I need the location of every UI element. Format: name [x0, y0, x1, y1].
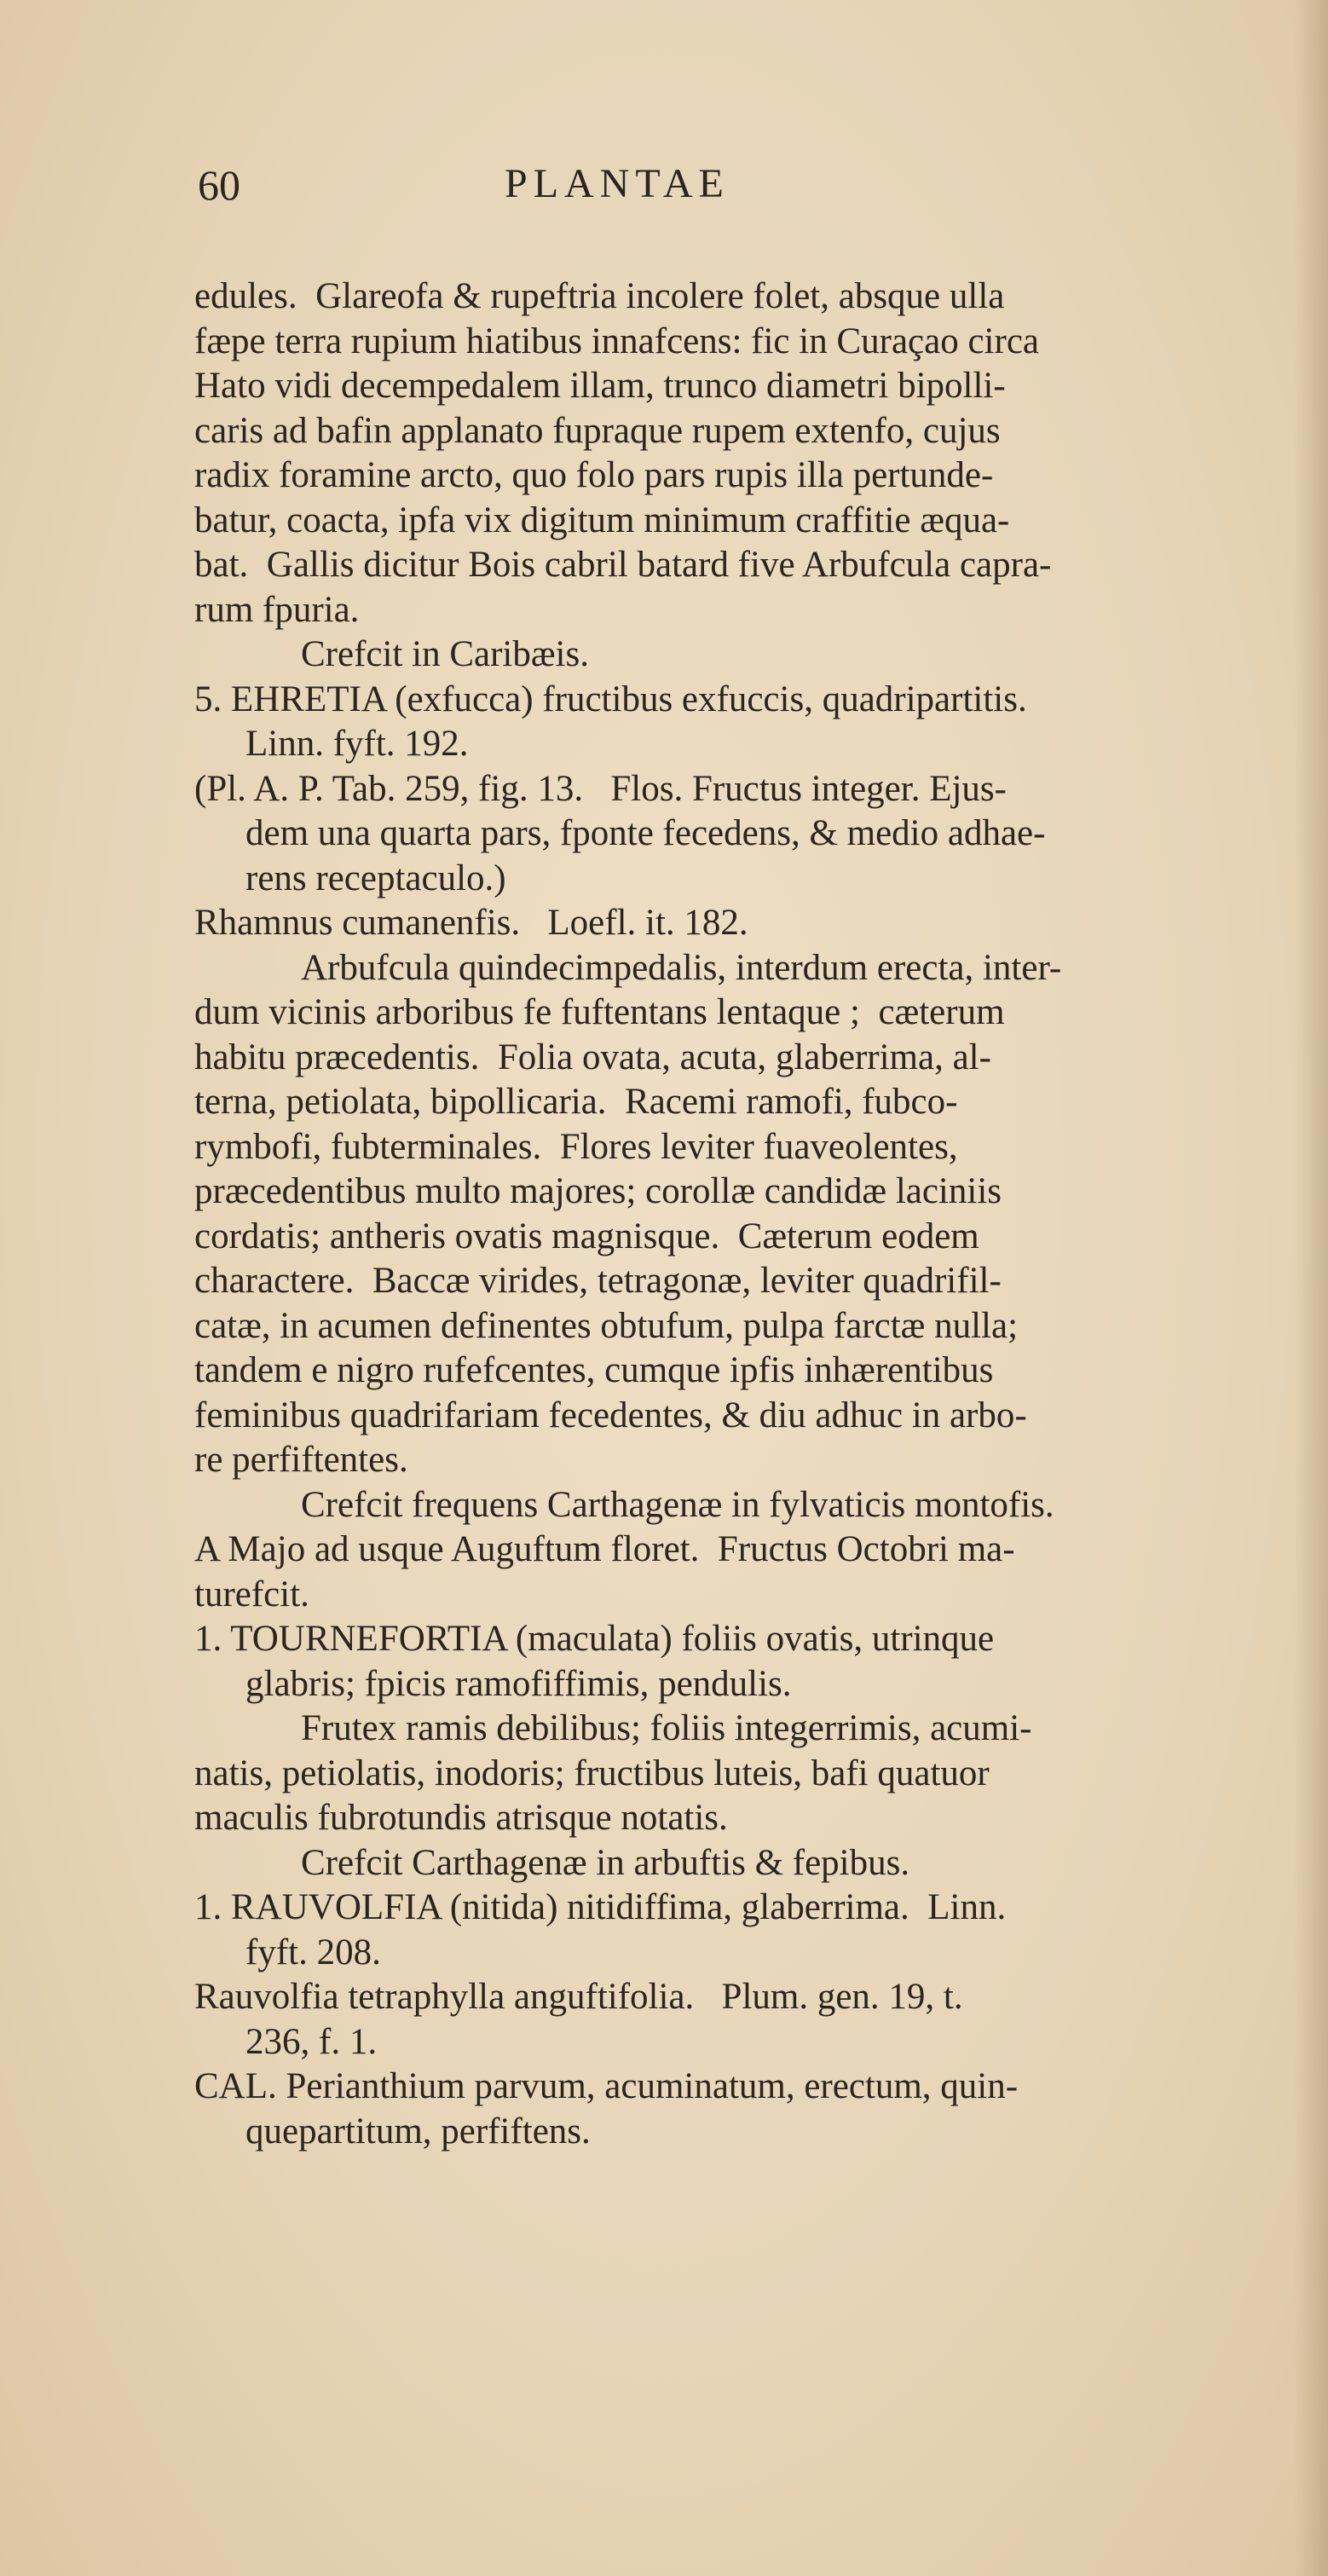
- text-line: natis, petiolatis, inodoris; fructibus luteis, bafi quatuor: [194, 1753, 990, 1793]
- text-line: habitu præcedentis. Folia ovata, acuta, glaberrima, al-: [194, 1037, 991, 1077]
- text-line: turefcit.: [194, 1574, 309, 1614]
- text-line: edules. Glareofa & rupeftria incolere folet, absque ulla: [194, 276, 1005, 316]
- text-line: dum vicinis arboribus fe fuftentans lentaque ; cæterum: [194, 992, 1005, 1032]
- text-line: fæpe terra rupium hiatibus innafcens: fic in Curaçao circa: [194, 321, 1039, 361]
- text-line: CAL. Perianthium parvum, acuminatum, erectum, quin-: [194, 2066, 1019, 2106]
- text-line: quepartitum, perfiftens.: [245, 2111, 591, 2151]
- text-line: rymbofi, fubterminales. Flores leviter fuaveolentes,: [194, 1126, 958, 1167]
- page-number: 60: [198, 161, 240, 209]
- text-line: Hato vidi decempedalem illam, trunco diametri bipolli-: [194, 366, 1006, 406]
- species-heading: 1. RAUVOLFIA (nitida) nitidiffima, glaberrima. Linn.: [194, 1887, 1007, 1927]
- text-line: cordatis; antheris ovatis magnisque. Cæterum eodem: [194, 1216, 979, 1256]
- species-heading: 1. TOURNEFORTIA (maculata) foliis ovatis, utrinque: [194, 1619, 995, 1659]
- text-line: Crefcit Carthagenæ in arbuftis & fepibus.: [301, 1842, 910, 1883]
- text-line: Crefcit in Caribæis.: [301, 634, 589, 674]
- text-line: dem una quarta pars, fponte fecedens, & medio adhae-: [245, 813, 1046, 853]
- text-line: catæ, in acumen definentes obtufum, pulpa farctæ nulla;: [194, 1305, 1019, 1346]
- text-line: caris ad bafin applanato fupraque rupem extenfo, cujus: [194, 410, 1001, 451]
- text-line: charactere. Baccæ virides, tetragonæ, leviter quadrifil-: [194, 1261, 1002, 1301]
- running-head: PLANTAE: [505, 161, 730, 206]
- text-line: terna, petiolata, bipollicaria. Racemi ramofi, fubco-: [194, 1082, 958, 1122]
- text-line: glabris; fpicis ramofiffimis, pendulis.: [245, 1663, 792, 1704]
- text-line: rens receptaculo.): [245, 858, 506, 898]
- text-line: 236, f. 1.: [245, 2021, 378, 2062]
- text-line: fyft. 208.: [245, 1932, 381, 1972]
- text-body: [194, 274, 1302, 2457]
- text-line: batur, coacta, ipfa vix digitum minimum craffitie æqua-: [194, 500, 1010, 540]
- text-line: Frutex ramis debilibus; foliis integerrimis, acumi-: [301, 1708, 1032, 1748]
- text-line: Arbufcula quindecimpedalis, interdum erecta, inter-: [301, 947, 1062, 988]
- text-line: Linn. fyft. 192.: [245, 724, 469, 764]
- page-header: [198, 160, 1101, 220]
- text-line: re perfiftentes.: [194, 1440, 408, 1480]
- text-line: præcedentibus multo majores; corollæ candidæ laciniis: [194, 1171, 1002, 1211]
- text-line: Rauvolfia tetraphylla anguftifolia. Plum. gen. 19, t.: [194, 1977, 963, 2017]
- text-line: Crefcit frequens Carthagenæ in fylvaticis montofis.: [301, 1484, 1054, 1525]
- text-line: maculis fubrotundis atrisque notatis.: [194, 1798, 728, 1838]
- text-line: A Majo ad usque Auguftum floret. Fructus Octobri ma-: [194, 1529, 1015, 1569]
- text-line: radix foramine arcto, quo folo pars rupis illa pertunde-: [194, 455, 994, 495]
- text-line: rum fpuria.: [194, 589, 360, 630]
- text-line: Rhamnus cumanenfis. Loefl. it. 182.: [194, 903, 748, 943]
- text-line: feminibus quadrifariam fecedentes, & diu adhuc in arbo-: [194, 1395, 1027, 1435]
- text-line: (Pl. A. P. Tab. 259, fig. 13. Flos. Fructus integer. Ejus-: [194, 768, 1007, 809]
- text-line: tandem e nigro rufefcentes, cumque ipfis inhærentibus: [194, 1350, 994, 1390]
- text-line: bat. Gallis dicitur Bois cabril batard five Arbufcula capra-: [194, 545, 1052, 585]
- species-heading: 5. EHRETIA (exfucca) fructibus exfuccis, quadripartitis.: [194, 679, 1027, 719]
